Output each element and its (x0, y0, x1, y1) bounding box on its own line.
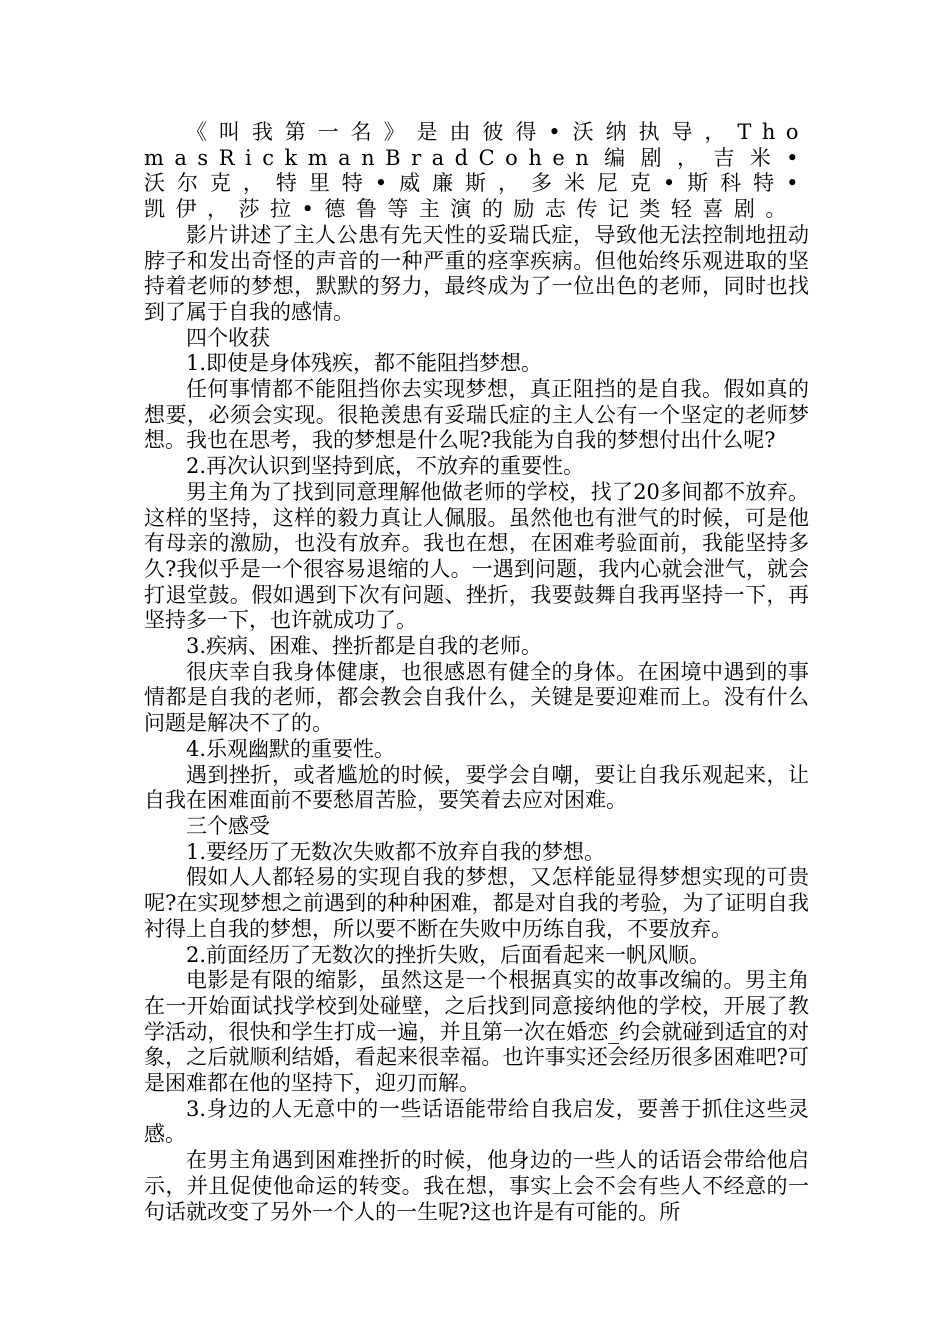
section-title-gains: 四个收获 (186, 325, 270, 350)
gain-1-body: 任何事情都不能阻挡你去实现梦想，真正阻挡的是自我。假如真的想要，必须会实现。很艳羡患有妥瑞氏症的主人公有一个坚定的老师梦想。我也在思考，我的梦想是什么呢?我能为自我的梦想付出什么呢? (144, 377, 809, 453)
gain-2-body: 男主角为了找到同意理解他做老师的学校，找了20多间都不放弃。这样的坚持，这样的毅力真让人佩服。虽然他也有泄气的时候，可是他有母亲的激励，也没有放弃。我也在想，在困难考验面前，我能坚持多久?我似乎是一个很容易退缩的人。一遇到问题，我内心就会泄气，就会打退堂鼓。假如遇到下次有问题、挫折，我要鼓舞自我再坚持一下，再坚持多一下，也许就成功了。 (144, 479, 809, 633)
gain-2-heading: 2.再次认识到坚持到底，不放弃的重要性。 (186, 454, 585, 479)
gain-4-heading: 4.乐观幽默的重要性。 (186, 736, 396, 761)
gain-1-heading: 1.即使是身体残疾，都不能阻挡梦想。 (186, 351, 543, 376)
feeling-3-body: 在男主角遇到困难挫折的时候，他身边的一些人的话语会带给他启示，并且促使他命运的转变。我在想，事实上会不会有些人不经意的一句话就改变了另外一个人的一生呢?这也许是有可能的。所 (144, 1148, 809, 1224)
gain-3-body: 很庆幸自我身体健康，也很感恩有健全的身体。在困境中遇到的事情都是自我的老师，都会教会自我什么，关键是要迎难而上。没有什么问题是解决不了的。 (144, 659, 809, 736)
gain-4-body: 遇到挫折，或者尴尬的时候，要学会自嘲，要让自我乐观起来，让自我在困难面前不要愁眉苦脸，要笑着去应对困难。 (144, 762, 809, 813)
feeling-2-heading: 2.前面经历了无数次的挫折失败，后面看起来一帆风顺。 (186, 942, 711, 967)
section-title-feelings: 三个感受 (186, 813, 270, 838)
feeling-2-body: 电影是有限的缩影，虽然这是一个根据真实的故事改编的。男主角在一开始面试找学校到处碰壁，之后找到同意接纳他的学校，开展了教学活动，很快和学生打成一遍，并且第一次在婚恋_约会就碰到适宜的对象，之后就顺利结婚，看起来很幸福。也许事实还会经历很多困难吧?可是困难都在他的坚持下，迎刃而解。 (144, 968, 809, 1096)
feeling-1-body: 假如人人都轻易的实现自我的梦想，又怎样能显得梦想实现的可贵呢?在实现梦想之前遇到的种种困难，都是对自我的考验，为了证明自我衬得上自我的梦想，所以要不断在失败中历练自我，不要放弃。 (144, 865, 809, 941)
intro-paragraph-1: 《叫我第一名》是由彼得•沃纳执导，ThomasRickmanBradCohen编剧，吉米•沃尔克，特里特•威廉斯，多米尼克•斯科特•凯伊，莎拉•德鲁等主演的励志传记类轻喜剧。 (144, 120, 809, 222)
gain-3-heading: 3.疾病、困难、挫折都是自我的老师。 (186, 634, 543, 659)
feeling-3-heading: 3.身边的人无意中的一些话语能带给自我启发，要善于抓住这些灵感。 (144, 1096, 809, 1147)
intro-paragraph-2: 影片讲述了主人公患有先天性的妥瑞氏症，导致他无法控制地扭动脖子和发出奇怪的声音的一种严重的痉挛疾病。但他始终乐观进取的坚持着老师的梦想，默默的努力，最终成为了一位出色的老师，同时也找到了属于自我的感情。 (144, 222, 809, 324)
feeling-1-heading: 1.要经历了无数次失败都不放弃自我的梦想。 (186, 839, 606, 864)
document-page (144, 120, 809, 1225)
